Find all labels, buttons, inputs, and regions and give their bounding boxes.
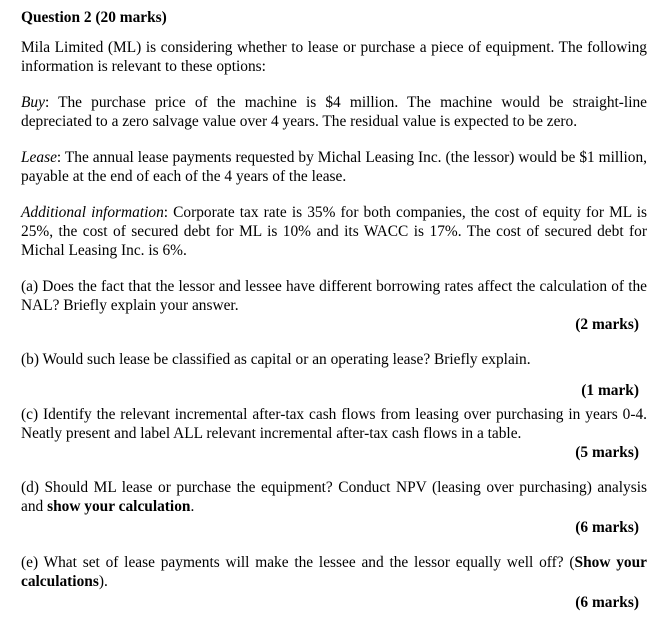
question-b: (b) Would such lease be classified as capital or an operating lease? Briefly explain. [21,351,531,368]
question-c-marks: (5 marks) [575,444,639,461]
question-d-marks: (6 marks) [575,519,639,536]
question-e [21,553,647,591]
lease-text: : The annual lease payments requested by Michal Leasing Inc. (the lessor) would be $1 million, payable at the end of each of the 4 years of the lease. [21,149,647,185]
question-a-marks: (2 marks) [575,316,639,333]
question-d-text: (d) Should ML lease or purchase the equipment? Conduct NPV (leasing over purchasing) analysis and [21,479,647,515]
additional-info-label: Additional information [21,204,164,221]
question-d [21,478,647,516]
buy-paragraph [21,93,647,131]
question-c: (c) Identify the relevant incremental after-tax cash flows from leasing over purchasing in years 0-4. Neatly present and label ALL relevant incremental after-tax cash flows in a table. [21,406,647,442]
question-b-marks: (1 mark) [581,382,639,399]
question-e-marks: (6 marks) [575,594,639,611]
question-d-bold: show your calculation [47,498,191,515]
question-e-text: (e) What set of lease payments will make the lessee and the lessor equally well off? ( [21,554,575,571]
lease-label: Lease [21,149,57,166]
buy-text: : The purchase price of the machine is $4 million. The machine would be straight-line depreciated to a zero salvage value over 4 years. The residual value is expected to be zero. [21,94,647,130]
lease-paragraph [21,148,647,186]
question-e-bold: Show your calculations [21,554,648,590]
buy-label: Buy [21,94,45,111]
question-e-end: ). [98,573,108,590]
additional-info-paragraph [21,203,647,260]
question-a: (a) Does the fact that the lessor and lessee have different borrowing rates affect the calculation of the NAL? Briefly explain your answer. [21,278,647,314]
intro-paragraph: Mila Limited (ML) is considering whether to lease or purchase a piece of equipment. The following information is relevant to these options: [21,39,647,75]
additional-info-text: : Corporate tax rate is 35% for both companies, the cost of equity for ML is 25%, the cost of secured debt for ML is 10% and its WACC is 17%. The cost of secured debt for Michal Leasing Inc. is 6%. [21,204,647,259]
question-d-end: . [190,498,195,515]
question-document [21,8,647,612]
question-title: Question 2 (20 marks) [21,9,167,26]
